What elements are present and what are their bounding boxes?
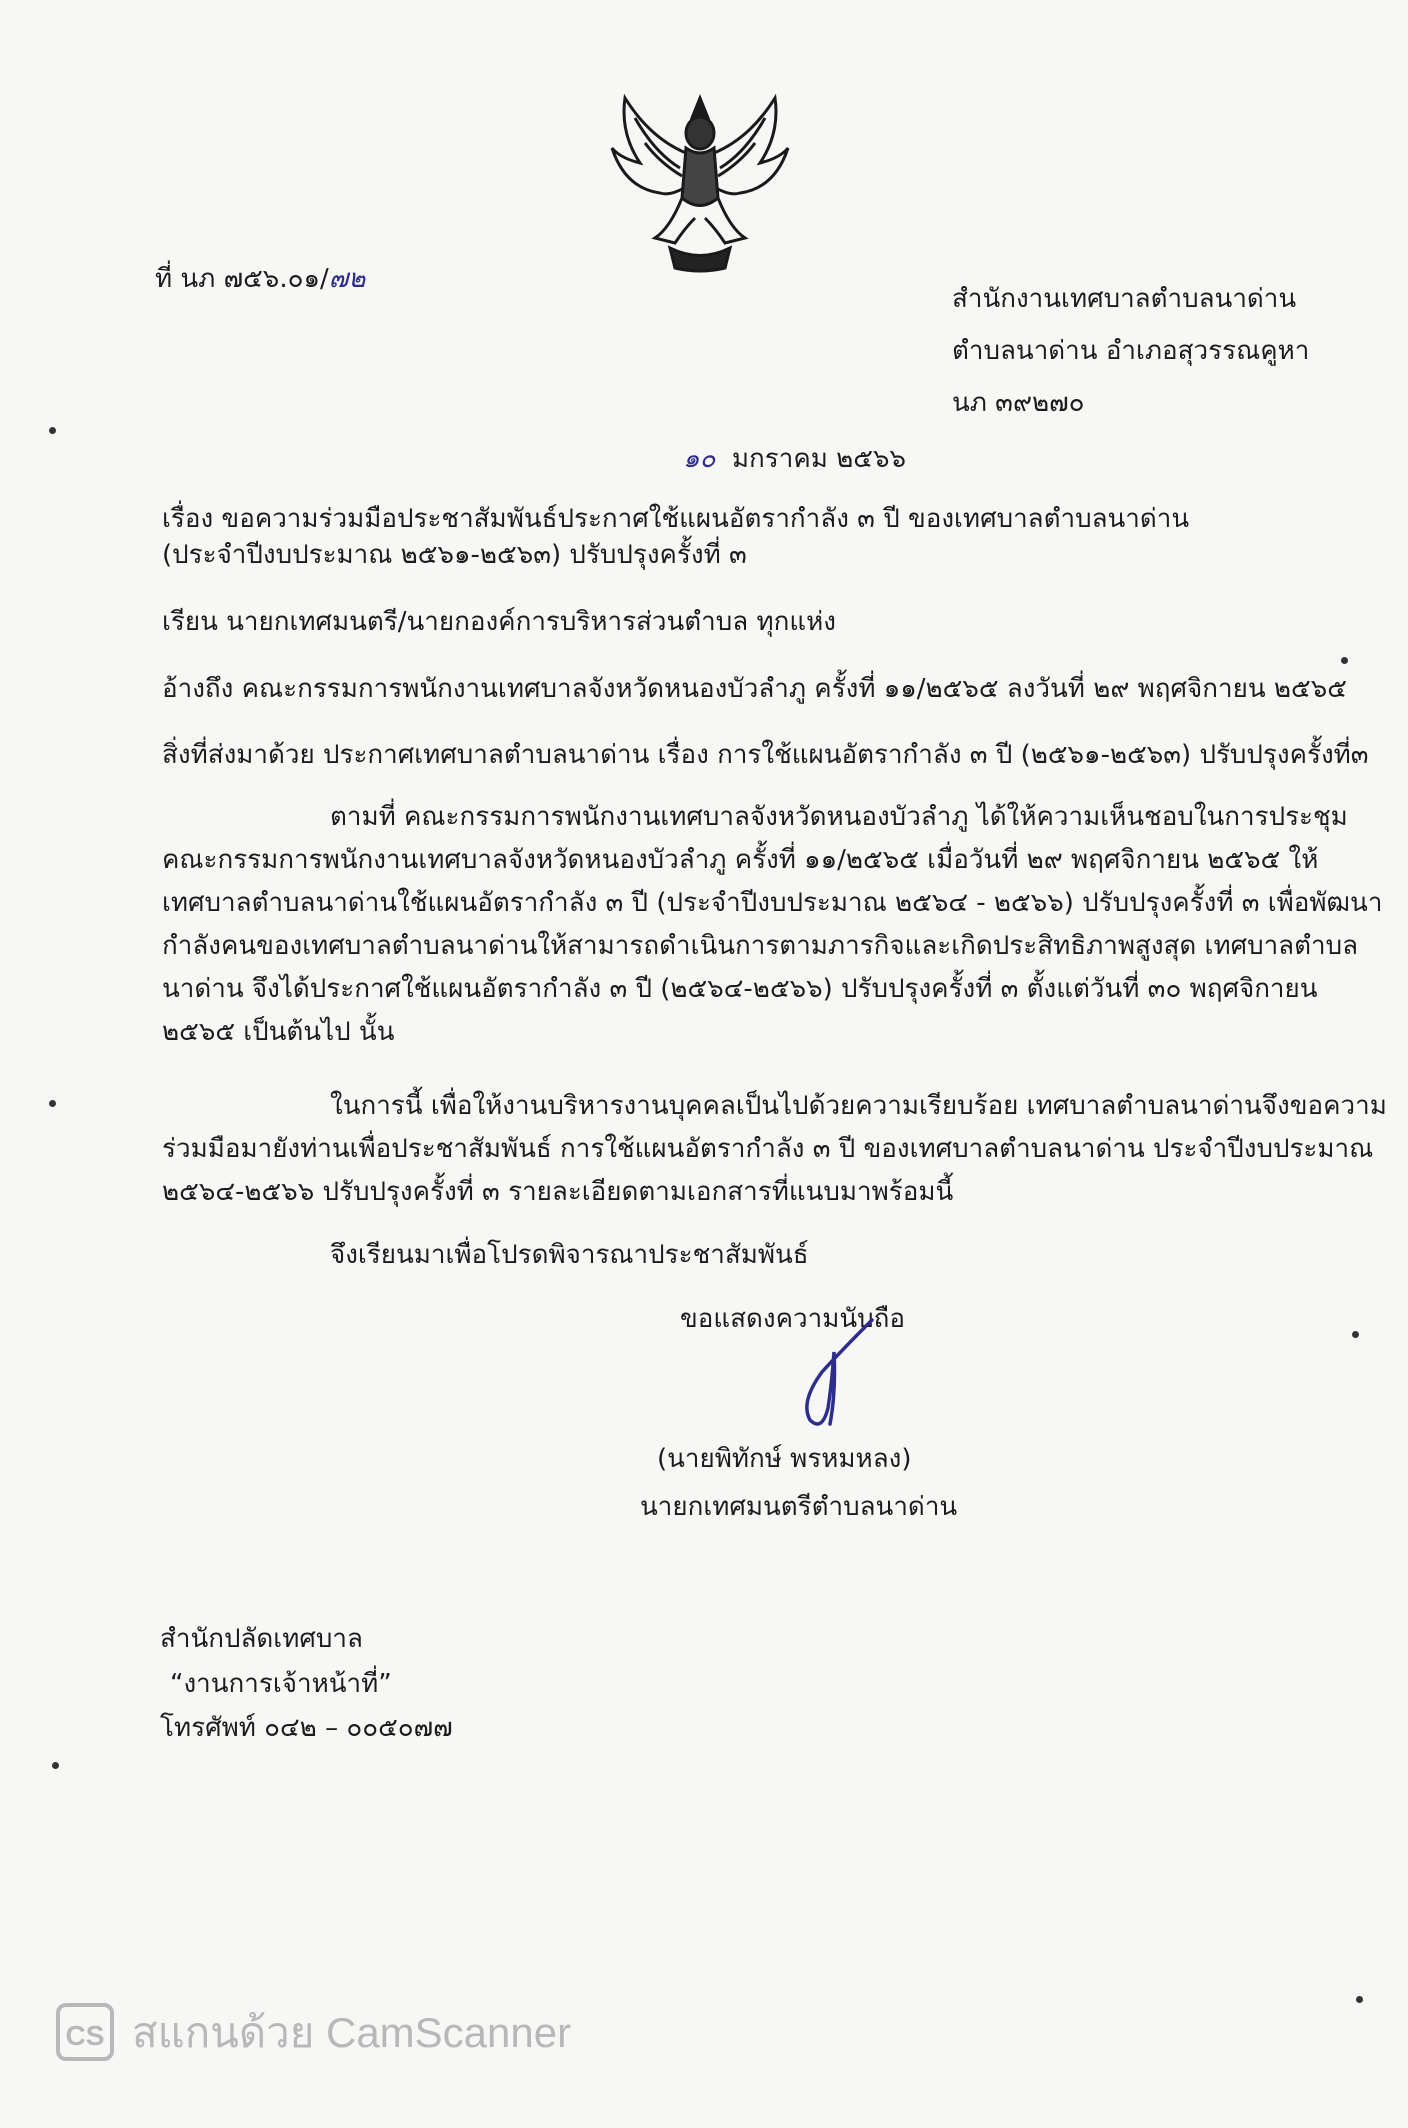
signer-name: (นายพิทักษ์ พรหมหลง) (657, 1444, 912, 1474)
subject-line-2: (ประจำปีงบประมาณ ๒๕๖๑-๒๕๖๓) ปรับปรุงครั้งที่ ๓ (162, 540, 747, 570)
reference-number-handwritten: ๗๒ (328, 264, 366, 294)
scan-dot (1352, 1331, 1359, 1338)
paragraph1-line: เทศบาลตำบลนาด่านใช้แผนอัตรากำลัง ๓ ปี (ประจำปีงบประมาณ ๒๕๖๔ - ๒๕๖๖) ปรับปรุงครั้งที่ ๓ เพื่อพัฒนา (162, 888, 1383, 918)
paragraph2-line: ร่วมมือมายังท่านเพื่อประชาสัมพันธ์ การใช้แผนอัตรากำลัง ๓ ปี ของเทศบาลตำบลนาด่าน ประจำปีงบประมาณ (162, 1134, 1374, 1164)
reference-line: อ้างถึง คณะกรรมการพนักงานเทศบาลจังหวัดหนองบัวลำภู ครั้งที่ ๑๑/๒๕๖๕ ลงวันที่ ๒๙ พฤศจิกายน ๒๕๖๕ (162, 674, 1347, 704)
date-month-year: มกราคม ๒๕๖๖ (731, 444, 906, 474)
reference-number (155, 262, 365, 296)
footer-section: “งานการเจ้าหน้าที่” (170, 1669, 392, 1699)
paragraph2-line: ๒๕๖๔-๒๕๖๖ ปรับปรุงครั้งที่ ๓ รายละเอียดตามเอกสารที่แนบมาพร้อมนี้ (162, 1177, 954, 1207)
subject-line-1: เรื่อง ขอความร่วมมือประชาสัมพันธ์ประกาศใช้แผนอัตรากำลัง ๓ ปี ของเทศบาลตำบลนาด่าน (162, 504, 1190, 534)
paragraph2-line: ในการนี้ เพื่อให้งานบริหารงานบุคคลเป็นไปด้วยความเรียบร้อย เทศบาลตำบลนาด่านจึงขอความ (330, 1091, 1387, 1121)
scan-dot (1356, 1996, 1363, 2003)
office-postcode: นภ ๓๙๒๗๐ (952, 388, 1085, 418)
scan-dot (1341, 657, 1348, 664)
paragraph1-line: นาด่าน จึงได้ประกาศใช้แผนอัตรากำลัง ๓ ปี (๒๕๖๔-๒๕๖๖) ปรับปรุงครั้งที่ ๓ ตั้งแต่วันที่ ๓๐ พฤศจิกายน (162, 974, 1318, 1004)
paragraph1-line: ตามที่ คณะกรรมการพนักงานเทศบาลจังหวัดหนองบัวลำภู ได้ให้ความเห็นชอบในการประชุม (330, 802, 1348, 832)
signer-title: นายกเทศมนตรีตำบลนาด่าน (640, 1492, 958, 1522)
reference-number-prefix: ที่ นภ ๗๕๖.๐๑/ (155, 264, 329, 294)
footer-phone: โทรศัพท์ ๐๔๒ – ๐๐๕๐๗๗ (160, 1713, 453, 1743)
footer-division: สำนักปลัดเทศบาล (160, 1624, 363, 1654)
closing-phrase: ขอแสดงความนับถือ (680, 1304, 905, 1334)
letter-date (683, 442, 906, 476)
recipient-line: เรียน นายกเทศมนตรี/นายกองค์การบริหารส่วนตำบล ทุกแห่ง (162, 607, 836, 637)
paragraph1-line: คณะกรรมการพนักงานเทศบาลจังหวัดหนองบัวลำภู ครั้งที่ ๑๑/๒๕๖๕ เมื่อวันที่ ๒๙ พฤศจิกายน ๒๕๖๕ ให้ (162, 845, 1319, 875)
closing-request: จึงเรียนมาเพื่อโปรดพิจารณาประชาสัมพันธ์ (330, 1240, 809, 1270)
date-day-handwritten: ๑๐ (683, 444, 716, 474)
scan-dot (49, 427, 56, 434)
garuda-emblem-icon (600, 78, 800, 274)
paragraph1-line: ๒๕๖๕ เป็นต้นไป นั้น (162, 1017, 395, 1047)
enclosure-line: สิ่งที่ส่งมาด้วย ประกาศเทศบาลตำบลนาด่าน เรื่อง การใช้แผนอัตรากำลัง ๓ ปี (๒๕๖๑-๒๕๖๓) ปรับปรุงครั้งที่๓ (162, 740, 1369, 770)
camscanner-watermark: สแกนด้วย CamScanner (132, 2009, 572, 2056)
paragraph1-line: กำลังคนของเทศบาลตำบลนาด่านให้สามารถดำเนินการตามภารกิจและเกิดประสิทธิภาพสูงสุด เทศบาลตำบล (162, 931, 1359, 961)
office-address: ตำบลนาด่าน อำเภอสุวรรณคูหา (952, 336, 1310, 366)
office-name: สำนักงานเทศบาลตำบลนาด่าน (952, 284, 1297, 314)
scan-dot (52, 1762, 59, 1769)
scan-dot (49, 1100, 56, 1107)
handwritten-signature (760, 1312, 900, 1432)
camscanner-logo-icon: CS (56, 2003, 114, 2061)
